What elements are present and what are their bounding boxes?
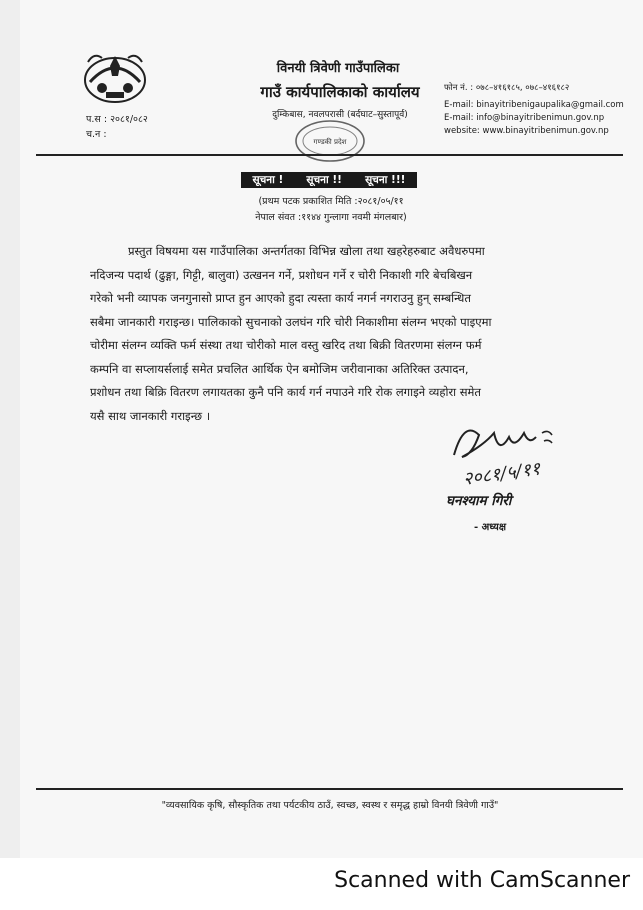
- body-line: चोरीमा संलग्न व्यक्ति फर्म संस्था तथा चोरीको माल वस्तु खरिद तथा बिक्री वितरणमा संलग्न फर्म: [90, 338, 482, 352]
- nepal-sambat-date: नेपाल संवत :११४४ गुन्लागा नवमी मंगलबार): [255, 212, 407, 223]
- email-primary: E-mail: binayitribenigaupalika@gmail.com: [444, 100, 624, 110]
- website: website: www.binayitribenimun.gov.np: [444, 126, 609, 136]
- published-date: (प्रथम पटक प्रकाशित मिति :२०८१/०५/११: [258, 196, 404, 207]
- body-line: प्रशोधन तथा बिक्रि वितरण लगायतका कुनै पनि कार्य गर्न नपाउने गरि रोक लगाइने व्यहोरा समेत: [90, 385, 481, 399]
- office-name: गाउँ कार्यपालिकाको कार्यालय: [260, 83, 420, 101]
- body-line: प्रस्तुत विषयमा यस गाउँपालिका अन्तर्गतका विभिन्न खोला तथा खहरेहरुबाट अवैधरुपमा: [128, 244, 485, 258]
- signer-title: - अध्यक्ष: [474, 522, 507, 533]
- dispatch-number: च.न :: [86, 129, 107, 140]
- stamp-province-text: गण्डकी प्रदेश: [313, 138, 347, 146]
- body-line: यसै साथ जानकारी गराइन्छ ।: [90, 408, 211, 423]
- office-stamp-seal: [291, 118, 369, 164]
- email-secondary: E-mail: info@binayitribenimun.gov.np: [444, 113, 605, 123]
- camscanner-watermark: Scanned with CamScanner: [334, 868, 630, 893]
- notice-heading-1: सूचना !: [252, 174, 284, 186]
- notice-heading: [241, 172, 417, 188]
- body-line: सबैमा जानकारी गराइन्छ। पालिकाको सुचनाको उलघंन गरि चोरी निकाशीमा संलग्न भएको पाइएमा: [90, 314, 492, 329]
- handwritten-signature: [424, 415, 574, 495]
- notice-body: [90, 240, 568, 428]
- body-line: कम्पनि वा सप्लायर्सलाई समेत प्रचलित आर्थिक ऐन बमोजिम जरीवानाका अतिरिक्त उत्पादन,: [90, 361, 469, 376]
- nepal-emblem-logo: [82, 48, 148, 106]
- phone-number: फोन नं. : ०७८–४१६१८५, ०७८–४१६१८२: [444, 83, 570, 93]
- signature-date: २०८१/५/११: [461, 458, 542, 490]
- header-divider: [36, 154, 623, 156]
- body-line: गरेको भनी व्यापक जनगुनासो प्राप्त हुन आएको हुदा त्यस्ता कार्य नगर्न नगराउनु हुन् सम्बन्धित: [90, 291, 471, 305]
- body-line: नदिजन्य पदार्थ (ढुङ्गा, गिट्टी, बालुवा) उत्खनन गर्ने, प्रशोधन गर्ने र चोरी निकाशी गरि बेचबिखन: [90, 267, 473, 282]
- notice-heading-3: सूचना !!!: [365, 174, 406, 186]
- reference-number: प.स : २०८१/०८२: [86, 114, 148, 125]
- notice-heading-2: सूचना !!: [306, 174, 342, 186]
- signer-name: घनश्याम गिरी: [446, 493, 512, 509]
- municipality-slogan: "व्यवसायिक कृषि, सौस्कृतिक तथा पर्यटकीय ठाउँ, स्वच्छ, स्वस्थ र समृद्ध हाम्रो विनयी त्रिवेणी गाउँ": [161, 800, 499, 811]
- office-address: दुम्किबास, नवलपरासी (बर्दघाट–सुस्तापूर्व): [272, 110, 408, 120]
- footer-divider: [36, 788, 623, 790]
- page-edge-shadow: [0, 0, 20, 858]
- municipality-name: विनयी त्रिवेणी गाउँपालिका: [276, 61, 400, 76]
